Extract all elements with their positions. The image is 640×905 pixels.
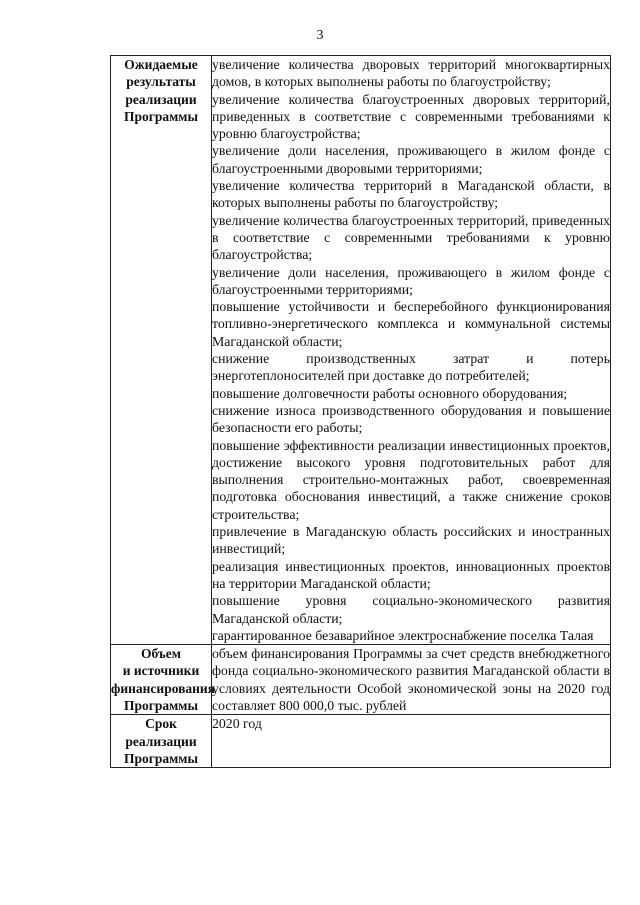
- content-cell-duration: [212, 715, 611, 768]
- label-line: реализации: [125, 733, 197, 749]
- result-item: гарантированное безаварийное электроснабжение поселка Талая: [212, 627, 594, 643]
- table-row-funding: [111, 645, 611, 715]
- label-line: результаты: [126, 74, 196, 90]
- label-line: Программы: [123, 108, 199, 124]
- result-item: привлечение в Магаданскую область российских и иностранных инвестиций;: [212, 524, 610, 557]
- result-item: увеличение количества территорий в Магаданской области, в которых выполнены работы по благоустройству;: [212, 178, 610, 211]
- result-item: увеличение количества благоустроенных дворовых территорий, приведенных в соответствие с современными требованиями к уровню благоустройства;: [212, 91, 610, 142]
- page-number: 3: [316, 28, 324, 43]
- result-item: повышение устойчивости и бесперебойного функционирования топливно-энергетического комплекса и коммунальной системы Магаданской области;: [212, 299, 610, 349]
- label-cell-expected-results: [111, 56, 212, 645]
- funding-text: объем финансирования Программы за счет средств внебюджетного фонда социально-экономического развития Магаданской области в условиях деятельности Особой экономической зоны на 2020 год составляет 800 000,0 тыс. рублей: [212, 646, 610, 713]
- result-item: повышение долговечности работы основного оборудования;: [212, 385, 568, 401]
- result-item: увеличение количества дворовых территорий многоквартирных домов, в которых выполнены работы по благоустройству;: [212, 57, 610, 90]
- label-line: и источники: [122, 663, 200, 679]
- result-item: снижение производственных затрат и потерь энерготеплоносителей при доставке до потребителей;: [212, 351, 610, 384]
- table-row-expected-results: [111, 56, 611, 645]
- label-cell-funding: [111, 645, 216, 715]
- content-cell-funding: [212, 645, 611, 715]
- result-item: снижение износа производственного оборудования и повышение безопасности его работы;: [212, 402, 610, 436]
- label-line: Срок: [145, 716, 177, 732]
- table-row-duration: [111, 715, 611, 768]
- content-cell-expected-results: [212, 56, 611, 645]
- label-line: Программы: [123, 697, 199, 713]
- result-item: увеличение доли населения, проживающего в жилом фонде с благоустроенными территориями;: [212, 264, 610, 297]
- label-line: реализации: [125, 91, 197, 107]
- label-line: Программы: [123, 750, 199, 766]
- result-item: реализация инвестиционных проектов, инновационных проектов на территории Магаданской области;: [212, 558, 610, 591]
- result-item: увеличение количества благоустроенных территорий, приведенных в соответствие с современными требованиями к уровню благоустройства;: [212, 212, 610, 263]
- program-passport-table: [110, 55, 611, 768]
- label-line: Ожидаемые: [124, 57, 198, 72]
- label-cell-duration: [111, 715, 212, 768]
- result-item: повышение эффективности реализации инвестиционных проектов, достижение высокого уровня подготовительных работ для выполнения строительно-монтажных работ, своевременная подготовка обоснования инвестиций, а также снижение сроков строительства;: [212, 437, 610, 522]
- result-item: повышение уровня социально-экономического развития Магаданской области;: [212, 593, 610, 626]
- label-line: финансирования: [111, 680, 216, 696]
- duration-text: 2020 год: [212, 716, 262, 732]
- label-line: Объем: [141, 646, 181, 662]
- result-item: увеличение доли населения, проживающего в жилом фонде с благоустроенными дворовыми территориями;: [212, 143, 610, 176]
